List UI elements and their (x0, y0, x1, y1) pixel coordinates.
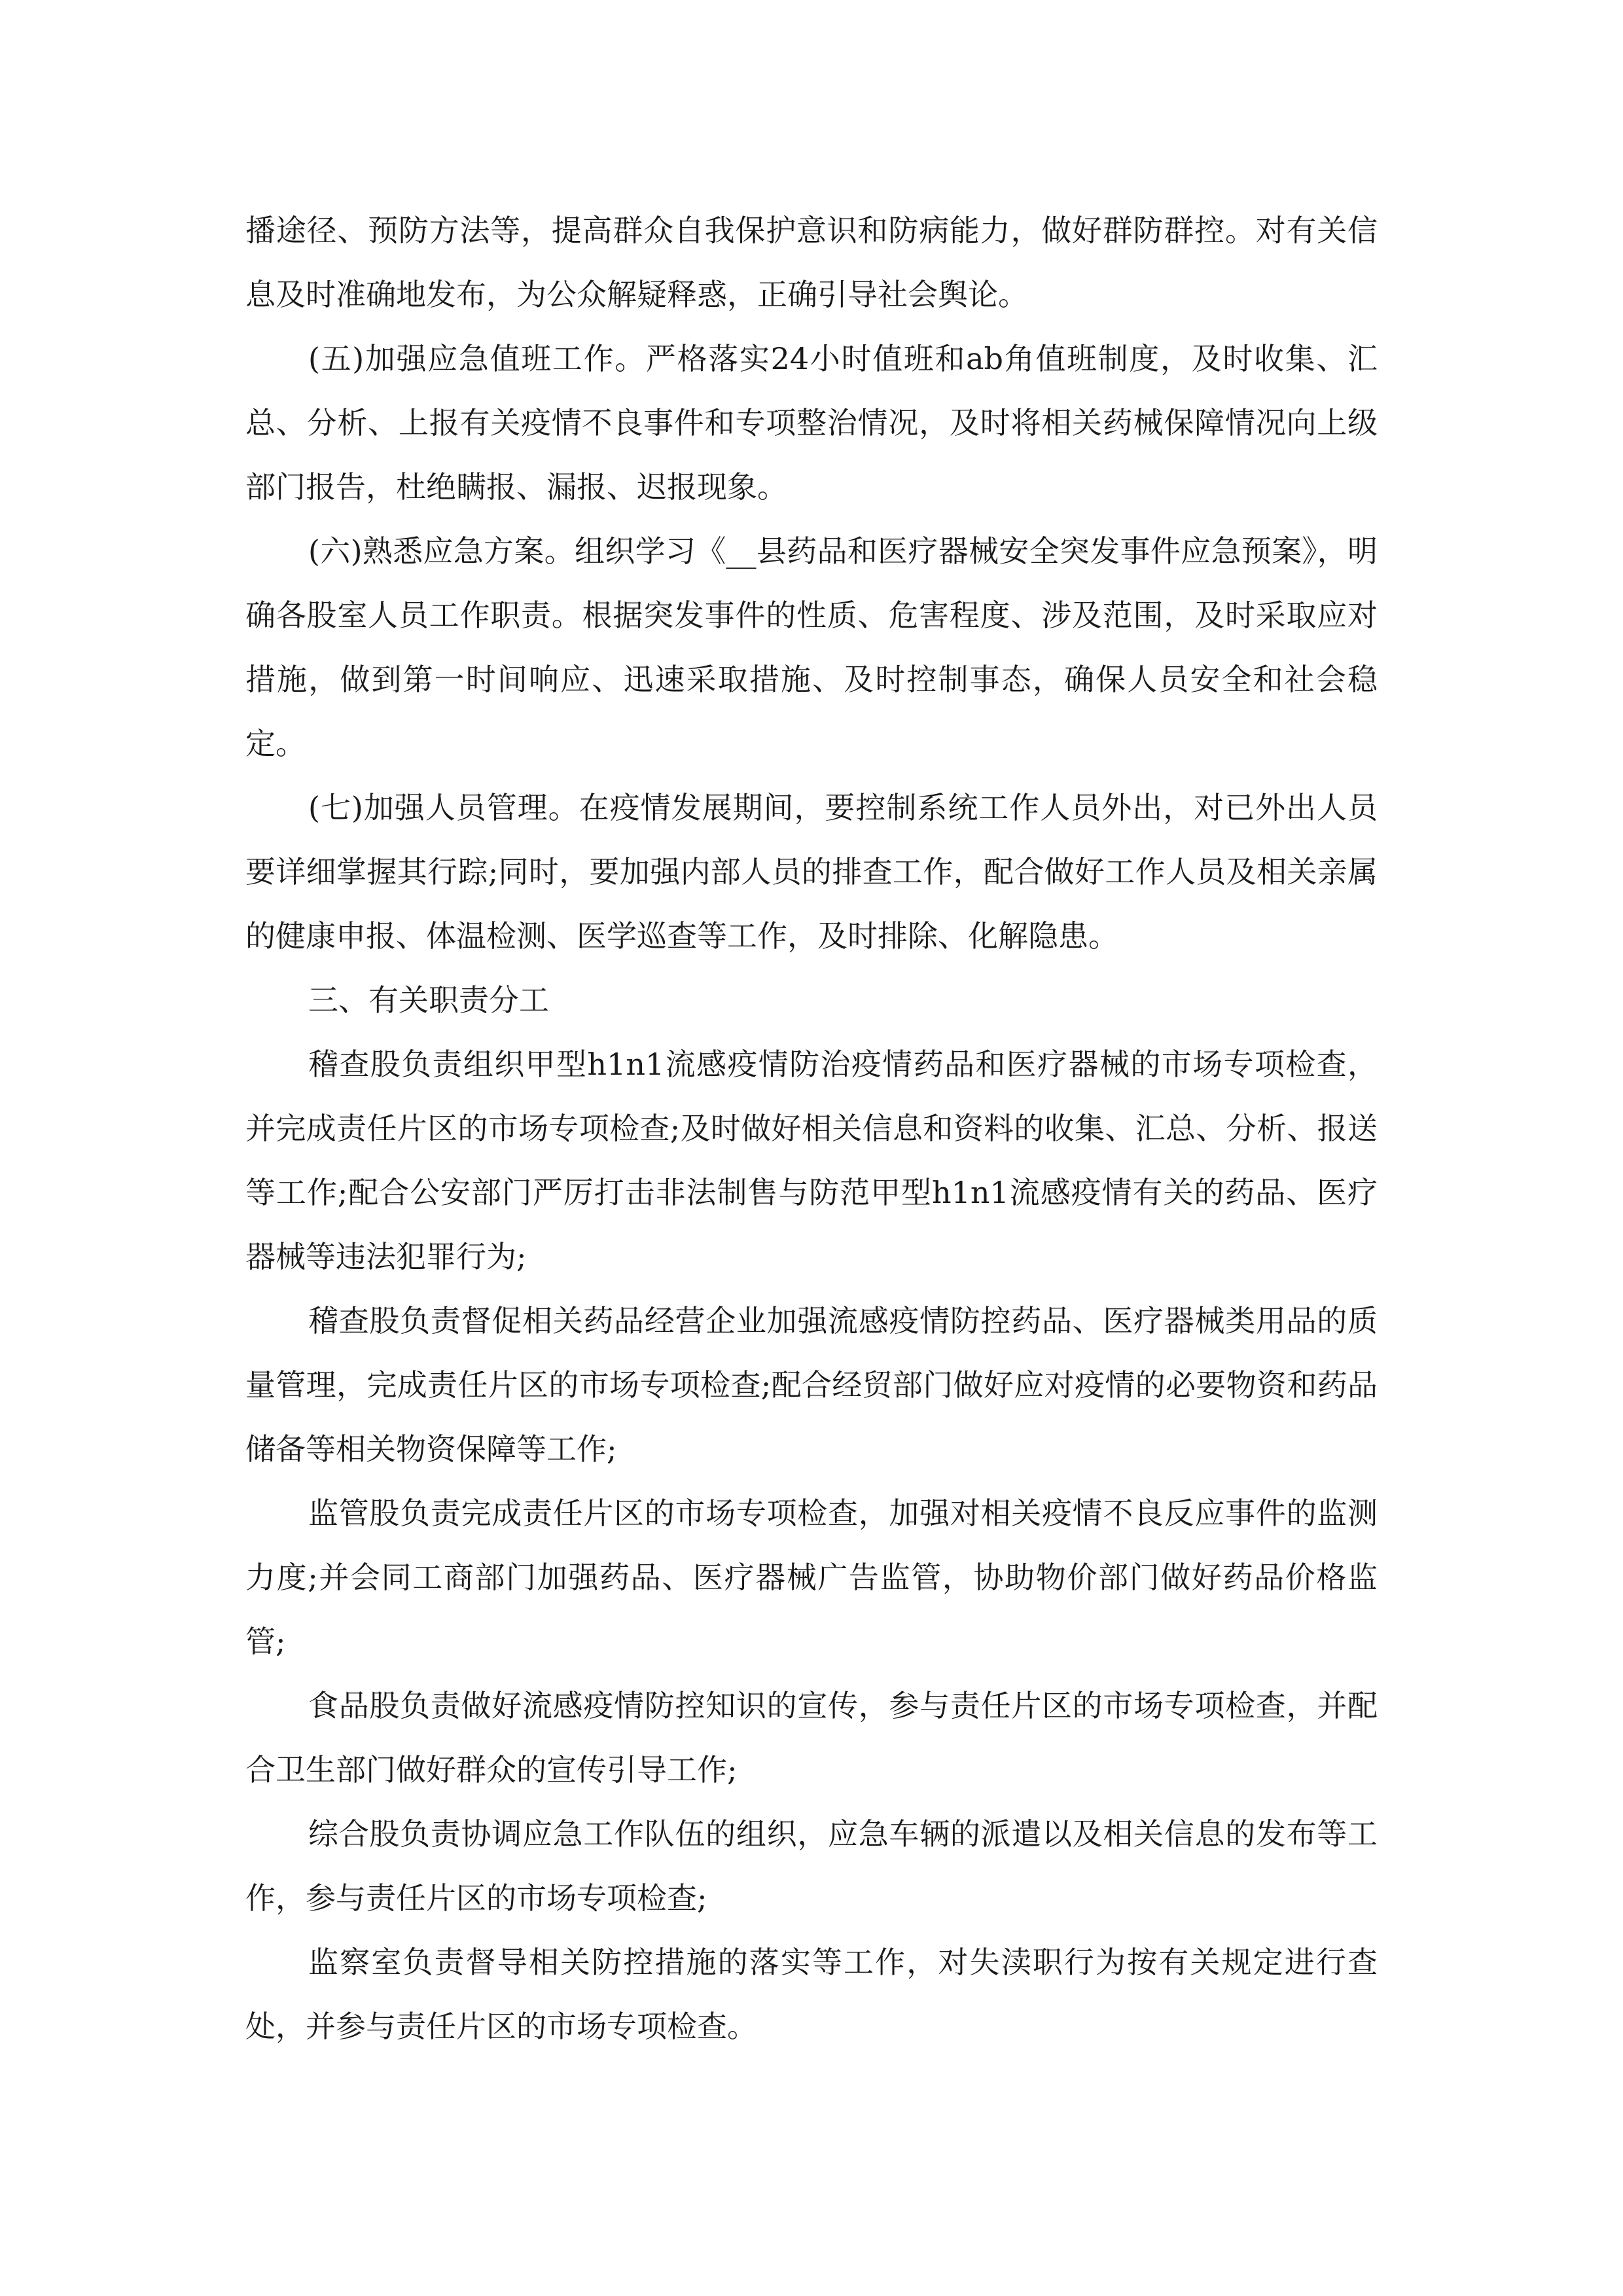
paragraph-inspection-unit-2: 稽查股负责督促相关药品经营企业加强流感疫情防控药品、医疗器械类用品的质量管理，完成责任片区的市场专项检查;配合经贸部门做好应对疫情的必要物资和药品储备等相关物资保障等工作; (245, 1303, 1378, 1467)
paragraph-general-unit: 综合股负责协调应急工作队伍的组织，应急车辆的派遣以及相关信息的发布等工作，参与责任片区的市场专项检查; (245, 1816, 1378, 1916)
paragraph-inspection-office: 监察室负责督导相关防控措施的落实等工作，对失渎职行为按有关规定进行查处，并参与责任片区的市场专项检查。 (245, 1945, 1378, 2044)
paragraph-emergency-plan: (六)熟悉应急方案。组织学习《__县药品和医疗器械安全突发事件应急预案》，明确各股室人员工作职责。根据突发事件的性质、危害程度、涉及范围，及时采取应对措施，做到第一时间响应、迅速采取措施、及时控制事态，确保人员安全和社会稳定。 (245, 533, 1378, 761)
paragraph-supervision-unit: 监管股负责完成责任片区的市场专项检查，加强对相关疫情不良反应事件的监测力度;并会同工商部门加强药品、医疗器械广告监管，协助物价部门做好药品价格监管; (245, 1496, 1378, 1659)
section-heading-responsibilities: 三、有关职责分工 (308, 982, 549, 1018)
paragraph-inspection-unit-1: 稽查股负责组织甲型h1n1流感疫情防治疫情药品和医疗器械的市场专项检查，并完成责任片区的市场专项检查;及时做好相关信息和资料的收集、汇总、分析、报送等工作;配合公安部门严厉打击非法制售与防范甲型h1n1流感疫情有关的药品、医疗器械等违法犯罪行为; (245, 1047, 1378, 1274)
paragraph-duty-roster: (五)加强应急值班工作。严格落实24小时值班和ab角值班制度，及时收集、汇总、分析、上报有关疫情不良事件和专项整治情况，及时将相关药械保障情况向上级部门报告，杜绝瞒报、漏报、迟报现象。 (245, 341, 1378, 505)
paragraph-continuation: 播途径、预防方法等，提高群众自我保护意识和防病能力，做好群防群控。对有关信息及时准确地发布，为公众解疑释惑，正确引导社会舆论。 (245, 213, 1378, 312)
paragraph-personnel-management: (七)加强人员管理。在疫情发展期间，要控制系统工作人员外出，对已外出人员要详细掌握其行踪;同时，要加强内部人员的排查工作，配合做好工作人员及相关亲属的健康申报、体温检测、医学巡查等工作，及时排除、化解隐患。 (245, 790, 1378, 954)
document-body (245, 198, 1378, 2058)
paragraph-food-unit: 食品股负责做好流感疫情防控知识的宣传，参与责任片区的市场专项检查，并配合卫生部门做好群众的宣传引导工作; (245, 1688, 1378, 1787)
